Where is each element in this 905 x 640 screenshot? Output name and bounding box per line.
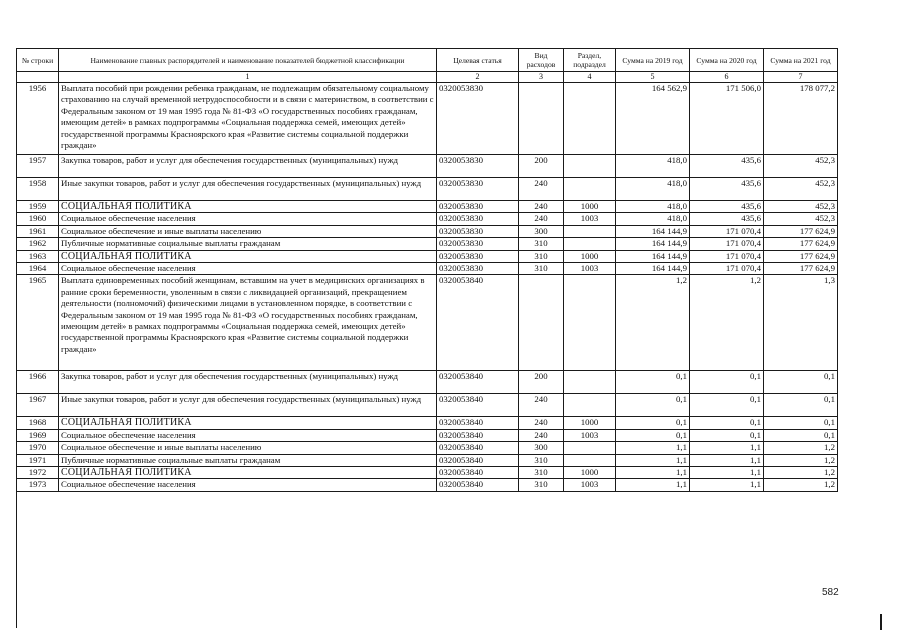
row-expense-type: 240 bbox=[519, 213, 564, 225]
row-section bbox=[564, 371, 616, 394]
row-sum-2021: 452,3 bbox=[764, 155, 838, 178]
row-sum-2020: 0,1 bbox=[690, 429, 764, 441]
row-section bbox=[564, 442, 616, 454]
row-sum-2019: 1,1 bbox=[616, 479, 690, 491]
row-sum-2021: 0,1 bbox=[764, 371, 838, 394]
row-expense-type: 200 bbox=[519, 155, 564, 178]
row-number: 1963 bbox=[17, 250, 59, 262]
row-number: 1964 bbox=[17, 263, 59, 275]
row-sum-2019: 0,1 bbox=[616, 371, 690, 394]
table-row bbox=[17, 263, 838, 275]
row-sum-2019: 164 144,9 bbox=[616, 263, 690, 275]
row-number: 1973 bbox=[17, 479, 59, 491]
row-sum-2019: 418,0 bbox=[616, 213, 690, 225]
row-name: Социальное обеспечение населения bbox=[59, 263, 437, 275]
row-sum-2019: 1,1 bbox=[616, 442, 690, 454]
row-sum-2020: 0,1 bbox=[690, 371, 764, 394]
table-row bbox=[17, 225, 838, 237]
row-name: СОЦИАЛЬНАЯ ПОЛИТИКА bbox=[59, 467, 437, 479]
row-sum-2019: 164 562,9 bbox=[616, 83, 690, 155]
row-sum-2020: 171 070,4 bbox=[690, 238, 764, 250]
row-sum-2019: 418,0 bbox=[616, 155, 690, 178]
colnum-cell bbox=[17, 72, 59, 83]
row-target-article: 0320053830 bbox=[437, 178, 519, 201]
table-row bbox=[17, 201, 838, 213]
row-number: 1962 bbox=[17, 238, 59, 250]
header-sum-2019: Сумма на 2019 год bbox=[616, 49, 690, 72]
row-sum-2019: 164 144,9 bbox=[616, 238, 690, 250]
row-name: СОЦИАЛЬНАЯ ПОЛИТИКА bbox=[59, 250, 437, 262]
row-target-article: 0320053840 bbox=[437, 275, 519, 371]
row-section bbox=[564, 238, 616, 250]
row-name: Социальное обеспечение населения bbox=[59, 429, 437, 441]
colnum-cell: 3 bbox=[519, 72, 564, 83]
header-name: Наименование главных распорядителей и наименование показателей бюджетной классификации bbox=[59, 49, 437, 72]
table-row bbox=[17, 178, 838, 201]
row-name: Выплата единовременных пособий женщинам, вставшим на учет в медицинских организациях в ранние сроки беременности, уволенным в связи с ликвидацией организаций, прекращением деятельности (полномочий) физическими лицами в установленном порядке, в соответствии с Федеральным законом от 19 мая 1995 года № 81-ФЗ «О государственных пособиях гражданам, имеющим детей» в рамках подпрограммы «Социальная поддержка семей, имеющих детей» государственной программы Красноярского края «Развитие системы социальной поддержки граждан» bbox=[59, 275, 437, 371]
row-sum-2020: 0,1 bbox=[690, 417, 764, 429]
row-sum-2021: 452,3 bbox=[764, 201, 838, 213]
table-row bbox=[17, 371, 838, 394]
row-number: 1959 bbox=[17, 201, 59, 213]
row-name: СОЦИАЛЬНАЯ ПОЛИТИКА bbox=[59, 417, 437, 429]
colnum-cell: 6 bbox=[690, 72, 764, 83]
row-sum-2020: 435,6 bbox=[690, 178, 764, 201]
row-expense-type: 240 bbox=[519, 201, 564, 213]
row-target-article: 0320053840 bbox=[437, 417, 519, 429]
table-row bbox=[17, 467, 838, 479]
row-sum-2021: 1,2 bbox=[764, 442, 838, 454]
row-sum-2019: 0,1 bbox=[616, 417, 690, 429]
table-body bbox=[17, 83, 838, 492]
row-target-article: 0320053830 bbox=[437, 263, 519, 275]
row-name: Закупка товаров, работ и услуг для обеспечения государственных (муниципальных) нужд bbox=[59, 155, 437, 178]
row-name: Выплата пособий при рождении ребенка гражданам, не подлежащим обязательному социальному страхованию на случай временной нетрудоспособности и в связи с материнством, в соответствии с Федеральным законом от 19 мая 1995 года № 81-ФЗ «О государственных пособиях гражданам, имеющим детей» в рамках подпрограммы «Социальная поддержка семей, имеющих детей» государственной программы Красноярского края «Развитие системы социальной поддержки граждан» bbox=[59, 83, 437, 155]
row-number: 1958 bbox=[17, 178, 59, 201]
row-section: 1003 bbox=[564, 479, 616, 491]
row-name: Публичные нормативные социальные выплаты гражданам bbox=[59, 238, 437, 250]
row-target-article: 0320053840 bbox=[437, 479, 519, 491]
row-number: 1961 bbox=[17, 225, 59, 237]
row-sum-2020: 435,6 bbox=[690, 213, 764, 225]
header-sum-2020: Сумма на 2020 год bbox=[690, 49, 764, 72]
row-section: 1003 bbox=[564, 263, 616, 275]
row-section: 1000 bbox=[564, 201, 616, 213]
row-target-article: 0320053830 bbox=[437, 83, 519, 155]
row-target-article: 0320053830 bbox=[437, 213, 519, 225]
row-section: 1000 bbox=[564, 250, 616, 262]
row-section bbox=[564, 225, 616, 237]
row-sum-2020: 1,2 bbox=[690, 275, 764, 371]
table-row bbox=[17, 155, 838, 178]
column-number-row bbox=[17, 72, 838, 83]
header-sum-2021: Сумма на 2021 год bbox=[764, 49, 838, 72]
row-number: 1965 bbox=[17, 275, 59, 371]
row-section: 1000 bbox=[564, 417, 616, 429]
row-sum-2020: 1,1 bbox=[690, 479, 764, 491]
row-name: Социальное обеспечение и иные выплаты населению bbox=[59, 442, 437, 454]
table-row bbox=[17, 479, 838, 491]
row-target-article: 0320053840 bbox=[437, 442, 519, 454]
colnum-cell: 2 bbox=[437, 72, 519, 83]
row-expense-type: 300 bbox=[519, 442, 564, 454]
row-sum-2021: 1,2 bbox=[764, 479, 838, 491]
row-sum-2020: 435,6 bbox=[690, 201, 764, 213]
row-expense-type: 310 bbox=[519, 454, 564, 466]
row-sum-2020: 171 506,0 bbox=[690, 83, 764, 155]
row-sum-2021: 177 624,9 bbox=[764, 238, 838, 250]
row-sum-2020: 171 070,4 bbox=[690, 263, 764, 275]
row-name: Иные закупки товаров, работ и услуг для обеспечения государственных (муниципальных) нужд bbox=[59, 394, 437, 417]
row-expense-type: 310 bbox=[519, 250, 564, 262]
row-sum-2019: 418,0 bbox=[616, 201, 690, 213]
row-target-article: 0320053830 bbox=[437, 201, 519, 213]
row-target-article: 0320053840 bbox=[437, 371, 519, 394]
row-section bbox=[564, 454, 616, 466]
row-target-article: 0320053840 bbox=[437, 394, 519, 417]
row-expense-type: 240 bbox=[519, 417, 564, 429]
budget-table bbox=[16, 48, 838, 492]
header-expense-type: Вид расходов bbox=[519, 49, 564, 72]
row-expense-type bbox=[519, 83, 564, 155]
row-number: 1957 bbox=[17, 155, 59, 178]
header-section: Раздел, подраздел bbox=[564, 49, 616, 72]
row-sum-2019: 1,1 bbox=[616, 467, 690, 479]
row-target-article: 0320053840 bbox=[437, 454, 519, 466]
row-section bbox=[564, 155, 616, 178]
row-target-article: 0320053830 bbox=[437, 155, 519, 178]
row-sum-2021: 177 624,9 bbox=[764, 225, 838, 237]
colnum-cell: 7 bbox=[764, 72, 838, 83]
row-expense-type: 240 bbox=[519, 429, 564, 441]
table-row bbox=[17, 250, 838, 262]
table-row bbox=[17, 213, 838, 225]
colnum-cell: 5 bbox=[616, 72, 690, 83]
row-name: Иные закупки товаров, работ и услуг для обеспечения государственных (муниципальных) нужд bbox=[59, 178, 437, 201]
row-sum-2021: 177 624,9 bbox=[764, 263, 838, 275]
row-number: 1956 bbox=[17, 83, 59, 155]
row-section bbox=[564, 178, 616, 201]
row-sum-2021: 1,2 bbox=[764, 454, 838, 466]
row-expense-type: 310 bbox=[519, 467, 564, 479]
row-sum-2020: 435,6 bbox=[690, 155, 764, 178]
page-number: 582 bbox=[822, 587, 839, 598]
row-sum-2021: 0,1 bbox=[764, 394, 838, 417]
row-sum-2019: 0,1 bbox=[616, 429, 690, 441]
row-sum-2019: 1,1 bbox=[616, 454, 690, 466]
row-number: 1967 bbox=[17, 394, 59, 417]
row-sum-2020: 1,1 bbox=[690, 454, 764, 466]
colnum-cell: 4 bbox=[564, 72, 616, 83]
row-number: 1972 bbox=[17, 467, 59, 479]
row-sum-2020: 171 070,4 bbox=[690, 225, 764, 237]
row-sum-2019: 164 144,9 bbox=[616, 250, 690, 262]
row-sum-2021: 177 624,9 bbox=[764, 250, 838, 262]
row-number: 1960 bbox=[17, 213, 59, 225]
row-name: СОЦИАЛЬНАЯ ПОЛИТИКА bbox=[59, 201, 437, 213]
row-name: Социальное обеспечение населения bbox=[59, 479, 437, 491]
row-sum-2021: 0,1 bbox=[764, 417, 838, 429]
row-expense-type: 200 bbox=[519, 371, 564, 394]
row-sum-2019: 164 144,9 bbox=[616, 225, 690, 237]
row-sum-2020: 171 070,4 bbox=[690, 250, 764, 262]
table-row bbox=[17, 394, 838, 417]
row-number: 1971 bbox=[17, 454, 59, 466]
table-row bbox=[17, 83, 838, 155]
row-sum-2020: 1,1 bbox=[690, 442, 764, 454]
table-row bbox=[17, 275, 838, 371]
row-name: Публичные нормативные социальные выплаты гражданам bbox=[59, 454, 437, 466]
row-sum-2020: 1,1 bbox=[690, 467, 764, 479]
row-number: 1966 bbox=[17, 371, 59, 394]
row-name: Социальное обеспечение и иные выплаты населению bbox=[59, 225, 437, 237]
table-row bbox=[17, 454, 838, 466]
row-sum-2021: 0,1 bbox=[764, 429, 838, 441]
row-expense-type: 240 bbox=[519, 394, 564, 417]
table-header-row bbox=[17, 49, 838, 72]
row-sum-2021: 1,2 bbox=[764, 467, 838, 479]
row-name: Социальное обеспечение населения bbox=[59, 213, 437, 225]
row-name: Закупка товаров, работ и услуг для обеспечения государственных (муниципальных) нужд bbox=[59, 371, 437, 394]
row-expense-type: 310 bbox=[519, 263, 564, 275]
row-sum-2019: 0,1 bbox=[616, 394, 690, 417]
row-section: 1003 bbox=[564, 429, 616, 441]
row-sum-2021: 1,3 bbox=[764, 275, 838, 371]
colnum-cell: 1 bbox=[59, 72, 437, 83]
table-row bbox=[17, 417, 838, 429]
row-section: 1003 bbox=[564, 213, 616, 225]
row-section bbox=[564, 83, 616, 155]
row-sum-2020: 0,1 bbox=[690, 394, 764, 417]
row-section bbox=[564, 394, 616, 417]
table-row bbox=[17, 238, 838, 250]
scan-edge-mark bbox=[880, 614, 882, 630]
row-sum-2021: 178 077,2 bbox=[764, 83, 838, 155]
row-sum-2021: 452,3 bbox=[764, 178, 838, 201]
row-expense-type: 310 bbox=[519, 238, 564, 250]
row-number: 1969 bbox=[17, 429, 59, 441]
row-expense-type: 310 bbox=[519, 479, 564, 491]
row-expense-type: 240 bbox=[519, 178, 564, 201]
row-number: 1968 bbox=[17, 417, 59, 429]
header-target-article: Целевая статья bbox=[437, 49, 519, 72]
row-target-article: 0320053830 bbox=[437, 225, 519, 237]
row-section bbox=[564, 275, 616, 371]
table-row bbox=[17, 442, 838, 454]
row-target-article: 0320053830 bbox=[437, 238, 519, 250]
row-target-article: 0320053840 bbox=[437, 467, 519, 479]
row-target-article: 0320053830 bbox=[437, 250, 519, 262]
row-expense-type: 300 bbox=[519, 225, 564, 237]
row-number: 1970 bbox=[17, 442, 59, 454]
row-expense-type bbox=[519, 275, 564, 371]
table-row bbox=[17, 429, 838, 441]
row-sum-2019: 1,2 bbox=[616, 275, 690, 371]
row-section: 1000 bbox=[564, 467, 616, 479]
header-row-number: № строки bbox=[17, 49, 59, 72]
row-sum-2021: 452,3 bbox=[764, 213, 838, 225]
row-target-article: 0320053840 bbox=[437, 429, 519, 441]
row-sum-2019: 418,0 bbox=[616, 178, 690, 201]
